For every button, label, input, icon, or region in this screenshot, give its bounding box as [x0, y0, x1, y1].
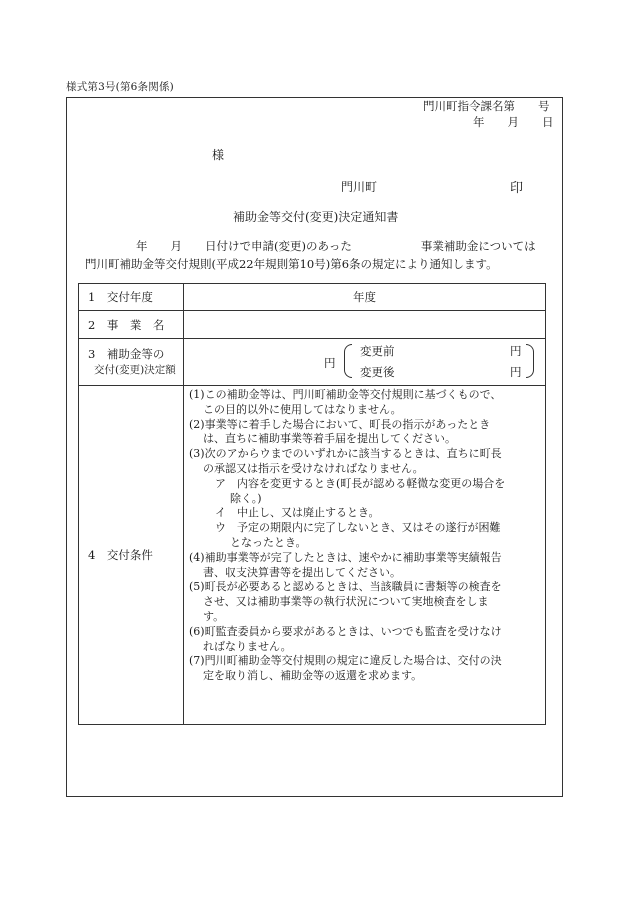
condition-line: の承認又は指示を受けなければなりません。 [203, 461, 424, 475]
before-change-label: 変更前 [360, 344, 395, 358]
body-line-2: 門川町補助金等交付規則(平成22年規則第10号)第6条の規定により通知します。 [85, 257, 498, 271]
fiscal-year-value: 年度 [184, 284, 546, 311]
table-row [79, 386, 546, 725]
recipient: 様 [212, 148, 225, 162]
right-bracket [526, 344, 534, 378]
table-row [79, 339, 546, 386]
fiscal-year-label-cell [79, 284, 184, 311]
decision-table [78, 283, 546, 725]
table-row [79, 311, 546, 339]
conditions-label-cell [79, 386, 184, 725]
amount-label-cell [79, 339, 184, 386]
document-title: 補助金等交付(変更)決定通知書 [233, 210, 399, 224]
condition-line: イ 中止し、又は廃止するとき。 [215, 506, 380, 520]
document-date: 年 月 日 [473, 115, 554, 129]
condition-line: 除く。) [230, 491, 262, 505]
conditions-cell [184, 386, 546, 725]
left-bracket [344, 344, 352, 378]
body-line-1: 年 月 日付けで申請(変更)のあった 事業補助金については [136, 239, 536, 253]
condition-line: 書、収支決算書等を提出してください。 [203, 565, 401, 579]
seal-mark: 印 [510, 181, 524, 196]
amount-label-line2: 交付(変更)決定額 [94, 364, 176, 376]
amount-yen: 円 [324, 356, 336, 370]
amount-label-line1: 3 補助金等の [88, 347, 165, 361]
project-name-label: 2 事 業 名 [88, 317, 165, 332]
amount-value-cell [184, 339, 546, 386]
condition-line: ア 内容を変更するとき(町長が認める軽微な変更の場合を [215, 476, 506, 490]
condition-line: させ、又は補助事業等の執行状況について実地検査をしま [203, 595, 489, 609]
condition-line: (5)町長が必要あると認めるときは、当該職員に書類等の検査を [189, 580, 502, 594]
condition-line: (7)門川町補助金等交付規則の規定に違反した場合は、交付の決 [189, 654, 502, 668]
form-label: 様式第3号(第6条関係) [66, 81, 174, 93]
condition-line: (4)補助事業等が完了したときは、速やかに補助事業等実績報告 [189, 550, 502, 564]
condition-line: は、直ちに補助事業等着手届を提出してください。 [203, 432, 456, 446]
conditions-label: 4 交付条件 [88, 548, 153, 562]
table-row [79, 284, 546, 311]
condition-line: ればなりません。 [203, 639, 292, 653]
before-change-unit: 円 [510, 344, 522, 358]
document-number: 門川町指令課名第 号 [423, 99, 550, 113]
project-name-label-cell [79, 311, 184, 339]
change-amount-bracket [344, 342, 534, 380]
condition-line: す。 [203, 609, 225, 623]
after-change-unit: 円 [510, 365, 522, 379]
condition-line: (1)この補助金等は、門川町補助金等交付規則に基づくもので、 [189, 388, 502, 401]
condition-line: (3)次のアからウまでのいずれかに該当するときは、直ちに町長 [189, 447, 502, 461]
condition-line: この目的以外に使用してはなりません。 [203, 402, 402, 416]
fiscal-year-label: 1 交付年度 [88, 290, 153, 304]
project-name-value [184, 311, 546, 339]
condition-line: ウ 予定の期限内に完了しないとき、又はその遂行が困難 [215, 521, 501, 535]
condition-line: (2)事業等に着手した場合において、町長の指示があったとき [189, 417, 491, 431]
issuer: 門川町 [341, 180, 378, 194]
condition-line: (6)町監査委員から要求があるときは、いつでも監査を受けなけ [189, 624, 502, 638]
after-change-label: 変更後 [360, 365, 395, 379]
condition-line: 定を取り消し、補助金等の返還を求めます。 [203, 669, 423, 683]
condition-line: となったとき。 [230, 535, 307, 549]
